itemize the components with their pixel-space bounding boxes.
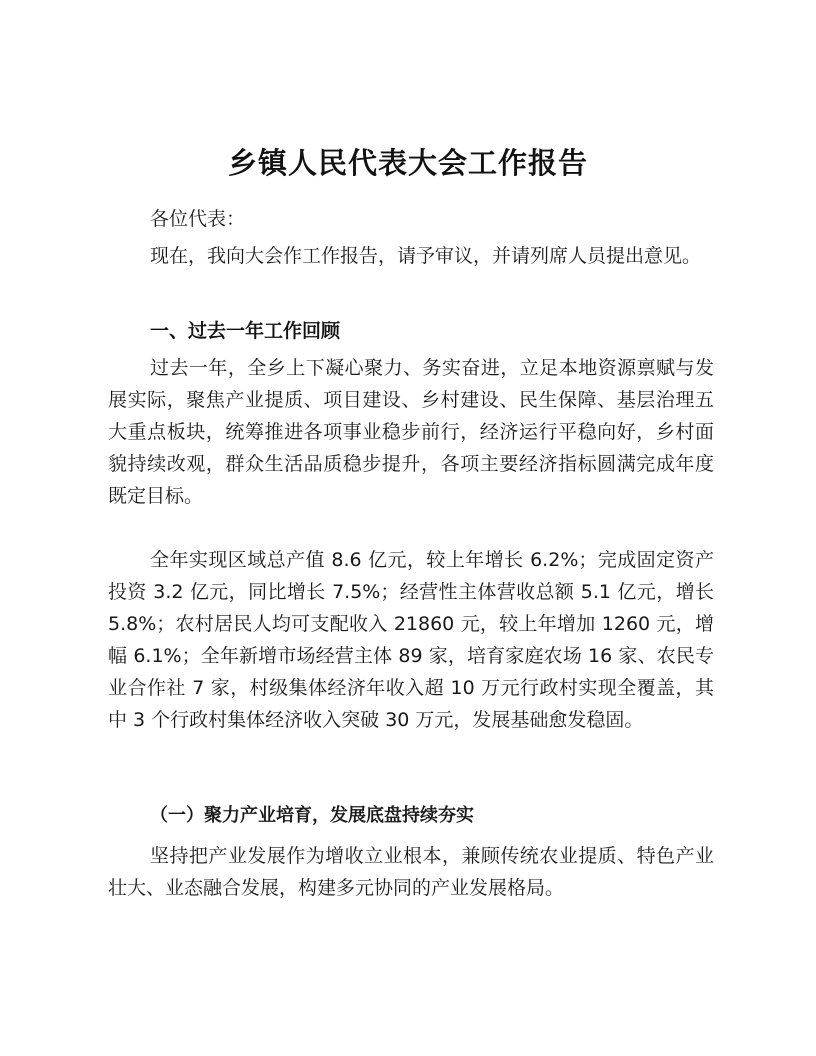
salutation: 各位代表： — [150, 208, 246, 230]
paragraph-indicators: 全年实现区域总产值 8.6 亿元，较上年增长 6.2%；完成固定资产投资 3.2 亿元，同比增长 7.5%；经营性主体营收总额 5.1 亿元，增长 5.8%；农村居民人均可支配收入 21860 元，较上年增加 1260 元，增幅 6.1%；全年新增市场经营主体 89 家，培育家庭农场 16 家、农民专业合作社 7 家，村级集体经济年收入超 10 万元行政村实现全覆盖，其中 3 个行政村集体经济收入突破 30 万元，发展基础愈发稳固。 — [108, 549, 714, 731]
document-title: 乡镇人民代表大会工作报告 — [227, 146, 588, 180]
paragraph-review: 过去一年，全乡上下凝心聚力、务实奋进，立足本地资源禀赋与发展实际，聚焦产业提质、项目建设、乡村建设、民生保障、基层治理五大重点板块，统筹推进各项事业稳步前行，经济运行平稳向好，乡村面貌持续改观，群众生活品质稳步提升，各项主要经济指标圆满完成年度既定目标。 — [108, 357, 714, 507]
paragraph-intro: 现在，我向大会作工作报告，请予审议，并请列席人员提出意见。 — [150, 245, 702, 267]
paragraph-industry: 坚持把产业发展作为增收立业根本，兼顾传统农业提质、特色产业壮大、业态融合发展，构建多元协同的产业发展格局。 — [108, 845, 714, 899]
section-heading: 一、过去一年工作回顾 — [150, 320, 341, 342]
subsection-heading: （一）聚力产业培育，发展底盘持续夯实 — [150, 805, 474, 826]
